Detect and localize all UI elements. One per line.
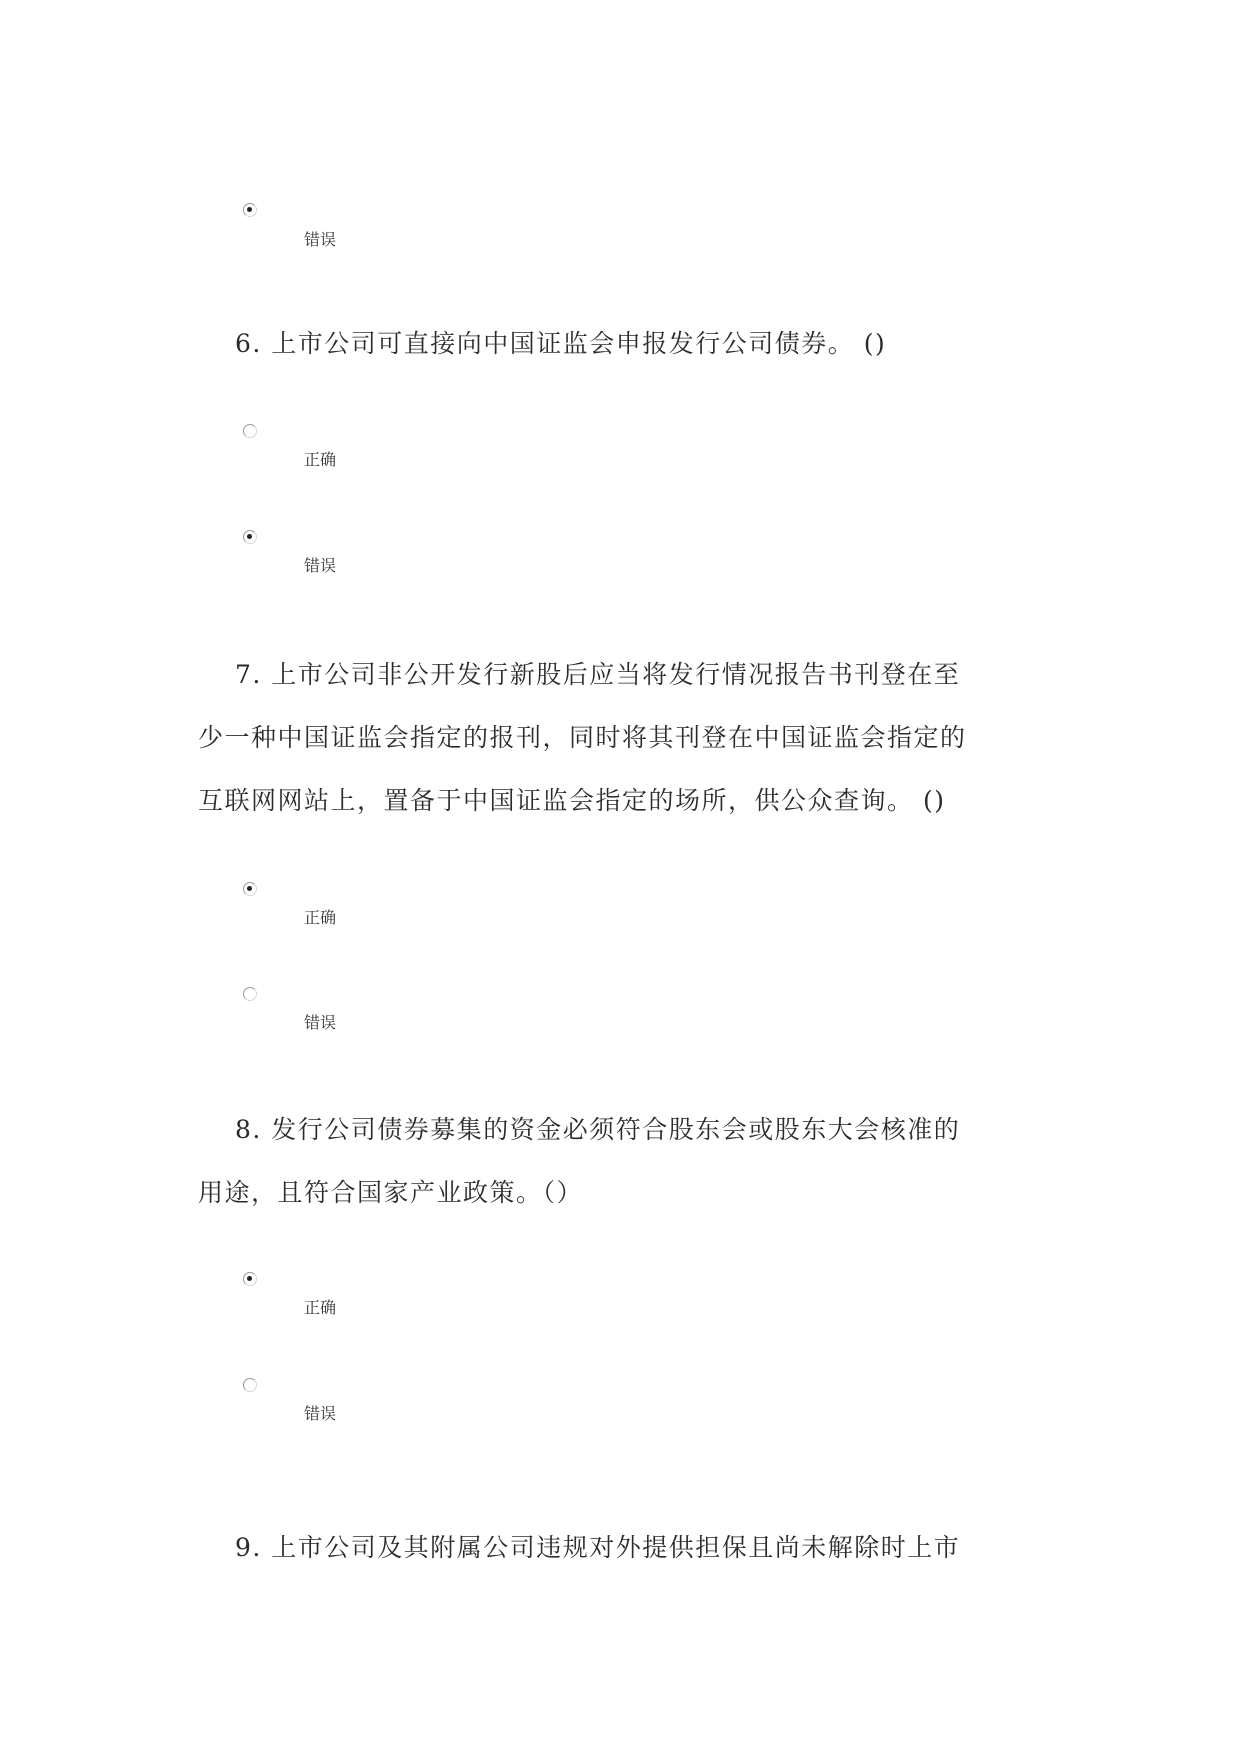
q7-option-correct-radio[interactable] <box>243 882 257 896</box>
question-6-text: 6. 上市公司可直接向中国证监会申报发行公司债券。 () <box>235 329 887 358</box>
top-option-radio[interactable] <box>243 203 257 217</box>
q8-option-wrong-radio[interactable] <box>243 1378 257 1392</box>
q8-option-correct-radio[interactable] <box>243 1272 257 1286</box>
q8-option-correct-label: 正确 <box>304 1298 337 1317</box>
top-option-label: 错误 <box>304 230 337 249</box>
question-8-text-line-1: 8. 发行公司债券募集的资金必须符合股东会或股东大会核准的 <box>235 1115 961 1144</box>
question-7-text-line-1: 7. 上市公司非公开发行新股后应当将发行情况报告书刊登在至 <box>235 660 961 689</box>
q6-option-correct-label: 正确 <box>304 450 337 469</box>
q7-option-wrong-label: 错误 <box>304 1013 337 1032</box>
q6-option-correct-radio[interactable] <box>243 424 257 438</box>
q7-option-correct-label: 正确 <box>304 908 337 927</box>
q7-option-wrong-radio[interactable] <box>243 987 257 1001</box>
question-8-text-line-2: 用途，且符合国家产业政策。（） <box>198 1178 584 1207</box>
q6-option-wrong-radio[interactable] <box>243 530 257 544</box>
q8-option-wrong-label: 错误 <box>304 1404 337 1423</box>
question-9-text-line-1: 9. 上市公司及其附属公司违规对外提供担保且尚未解除时上市 <box>235 1533 961 1562</box>
q6-option-wrong-label: 错误 <box>304 556 337 575</box>
question-7-text-line-2: 少一种中国证监会指定的报刊，同时将其刊登在中国证监会指定的 <box>198 723 967 752</box>
question-7-text-line-3: 互联网网站上，置备于中国证监会指定的场所，供公众查询。 () <box>198 786 946 815</box>
